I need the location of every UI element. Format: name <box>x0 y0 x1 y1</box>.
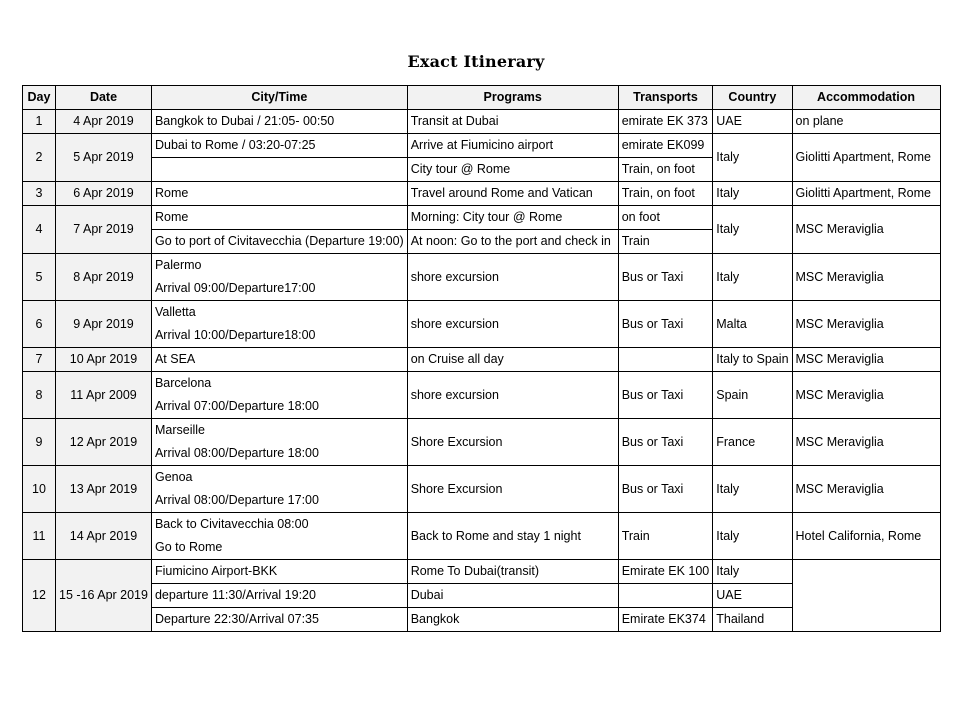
country-cell: Italy <box>713 134 792 182</box>
itinerary-table <box>22 85 941 632</box>
transport-cell: Bus or Taxi <box>618 372 713 419</box>
city-time-cell: Rome <box>151 182 407 206</box>
city-time-cell: Fiumicino Airport-BKK <box>151 560 407 584</box>
country-cell: Thailand <box>713 608 792 632</box>
accommodation-cell: MSC Meraviglia <box>792 254 940 301</box>
date-cell: 8 Apr 2019 <box>56 254 152 301</box>
city-time-cell: Arrival 10:00/Departure18:00 <box>151 324 407 348</box>
page-title: Exact Itinerary <box>407 52 545 71</box>
date-cell: 11 Apr 2009 <box>56 372 152 419</box>
country-cell: Italy <box>713 254 792 301</box>
day-cell: 3 <box>23 182 56 206</box>
program-cell: Rome To Dubai(transit) <box>407 560 618 584</box>
table-row <box>23 206 941 230</box>
transport-cell: Bus or Taxi <box>618 301 713 348</box>
transport-cell: Bus or Taxi <box>618 254 713 301</box>
itinerary-body <box>23 110 941 632</box>
table-row <box>23 513 941 537</box>
program-cell: Morning: City tour @ Rome <box>407 206 618 230</box>
city-time-cell: Arrival 09:00/Departure17:00 <box>151 277 407 301</box>
transport-cell: emirate EK099 <box>618 134 713 158</box>
program-cell: shore excursion <box>407 372 618 419</box>
table-row <box>23 419 941 443</box>
day-cell: 6 <box>23 301 56 348</box>
city-time-cell: Go to port of Civitavecchia (Departure 19:00) <box>151 230 407 254</box>
country-cell: Spain <box>713 372 792 419</box>
accommodation-cell: MSC Meraviglia <box>792 419 940 466</box>
transport-cell: emirate EK 373 <box>618 110 713 134</box>
date-cell: 14 Apr 2019 <box>56 513 152 560</box>
transport-cell: Emirate EK 100 <box>618 560 713 584</box>
transport-cell <box>618 584 713 608</box>
transport-cell: Train, on foot <box>618 158 713 182</box>
accommodation-cell: on plane <box>792 110 940 134</box>
table-row <box>23 182 941 206</box>
date-cell: 7 Apr 2019 <box>56 206 152 254</box>
accommodation-cell: Hotel California, Rome <box>792 513 940 560</box>
transport-cell: Bus or Taxi <box>618 419 713 466</box>
column-header-accommodation: Accommodation <box>792 86 940 110</box>
city-time-cell: Genoa <box>151 466 407 490</box>
day-cell: 12 <box>23 560 56 632</box>
city-time-cell: Arrival 08:00/Departure 18:00 <box>151 442 407 466</box>
date-cell: 15 -16 Apr 2019 <box>56 560 152 632</box>
program-cell: on Cruise all day <box>407 348 618 372</box>
accommodation-cell: MSC Meraviglia <box>792 301 940 348</box>
city-time-cell: Dubai to Rome / 03:20-07:25 <box>151 134 407 158</box>
day-cell: 9 <box>23 419 56 466</box>
accommodation-cell <box>792 560 940 632</box>
city-time-cell: Arrival 07:00/Departure 18:00 <box>151 395 407 419</box>
table-row <box>23 560 941 584</box>
city-time-cell: Go to Rome <box>151 536 407 560</box>
accommodation-cell: MSC Meraviglia <box>792 372 940 419</box>
day-cell: 8 <box>23 372 56 419</box>
day-cell: 11 <box>23 513 56 560</box>
program-cell: Arrive at Fiumicino airport <box>407 134 618 158</box>
country-cell: Italy <box>713 182 792 206</box>
city-time-cell: Valletta <box>151 301 407 325</box>
program-cell: shore excursion <box>407 301 618 348</box>
day-cell: 4 <box>23 206 56 254</box>
program-cell: shore excursion <box>407 254 618 301</box>
city-time-cell: Marseille <box>151 419 407 443</box>
column-header-country: Country <box>713 86 792 110</box>
day-cell: 2 <box>23 134 56 182</box>
transport-cell: Train <box>618 230 713 254</box>
date-cell: 6 Apr 2019 <box>56 182 152 206</box>
country-cell: UAE <box>713 584 792 608</box>
city-time-cell: Bangkok to Dubai / 21:05- 00:50 <box>151 110 407 134</box>
day-cell: 7 <box>23 348 56 372</box>
date-cell: 9 Apr 2019 <box>56 301 152 348</box>
column-header-date: Date <box>56 86 152 110</box>
accommodation-cell: MSC Meraviglia <box>792 206 940 254</box>
header-row <box>23 86 941 110</box>
country-cell: France <box>713 419 792 466</box>
column-header-programs: Programs <box>407 86 618 110</box>
program-cell: Back to Rome and stay 1 night <box>407 513 618 560</box>
date-cell: 5 Apr 2019 <box>56 134 152 182</box>
table-row <box>23 301 941 325</box>
table-row <box>23 372 941 396</box>
column-header-city-time: City/Time <box>151 86 407 110</box>
city-time-cell: Palermo <box>151 254 407 278</box>
program-cell: Dubai <box>407 584 618 608</box>
country-cell: Italy to Spain <box>713 348 792 372</box>
table-row <box>23 348 941 372</box>
day-cell: 1 <box>23 110 56 134</box>
city-time-cell: Departure 22:30/Arrival 07:35 <box>151 608 407 632</box>
date-cell: 13 Apr 2019 <box>56 466 152 513</box>
country-cell: Malta <box>713 301 792 348</box>
program-cell: Shore Excursion <box>407 466 618 513</box>
accommodation-cell: Giolitti Apartment, Rome <box>792 134 940 182</box>
country-cell: Italy <box>713 466 792 513</box>
program-cell: At noon: Go to the port and check in <box>407 230 618 254</box>
city-time-cell: Rome <box>151 206 407 230</box>
country-cell: Italy <box>713 513 792 560</box>
table-row <box>23 134 941 158</box>
column-header-day: Day <box>23 86 56 110</box>
city-time-cell: At SEA <box>151 348 407 372</box>
accommodation-cell: MSC Meraviglia <box>792 466 940 513</box>
table-row <box>23 110 941 134</box>
program-cell: Travel around Rome and Vatican <box>407 182 618 206</box>
city-time-cell: Arrival 08:00/Departure 17:00 <box>151 489 407 513</box>
transport-cell: Train, on foot <box>618 182 713 206</box>
city-time-cell: departure 11:30/Arrival 19:20 <box>151 584 407 608</box>
day-cell: 10 <box>23 466 56 513</box>
table-row <box>23 466 941 490</box>
date-cell: 12 Apr 2019 <box>56 419 152 466</box>
date-cell: 10 Apr 2019 <box>56 348 152 372</box>
transport-cell: Bus or Taxi <box>618 466 713 513</box>
accommodation-cell: MSC Meraviglia <box>792 348 940 372</box>
transport-cell: Train <box>618 513 713 560</box>
accommodation-cell: Giolitti Apartment, Rome <box>792 182 940 206</box>
country-cell: Italy <box>713 206 792 254</box>
program-cell: Shore Excursion <box>407 419 618 466</box>
country-cell: UAE <box>713 110 792 134</box>
country-cell: Italy <box>713 560 792 584</box>
day-cell: 5 <box>23 254 56 301</box>
transport-cell: Emirate EK374 <box>618 608 713 632</box>
program-cell: City tour @ Rome <box>407 158 618 182</box>
table-row <box>23 254 941 278</box>
column-header-transports: Transports <box>618 86 713 110</box>
city-time-cell: Back to Civitavecchia 08:00 <box>151 513 407 537</box>
transport-cell <box>618 348 713 372</box>
program-cell: Transit at Dubai <box>407 110 618 134</box>
city-time-cell: Barcelona <box>151 372 407 396</box>
date-cell: 4 Apr 2019 <box>56 110 152 134</box>
city-time-cell <box>151 158 407 182</box>
transport-cell: on foot <box>618 206 713 230</box>
program-cell: Bangkok <box>407 608 618 632</box>
